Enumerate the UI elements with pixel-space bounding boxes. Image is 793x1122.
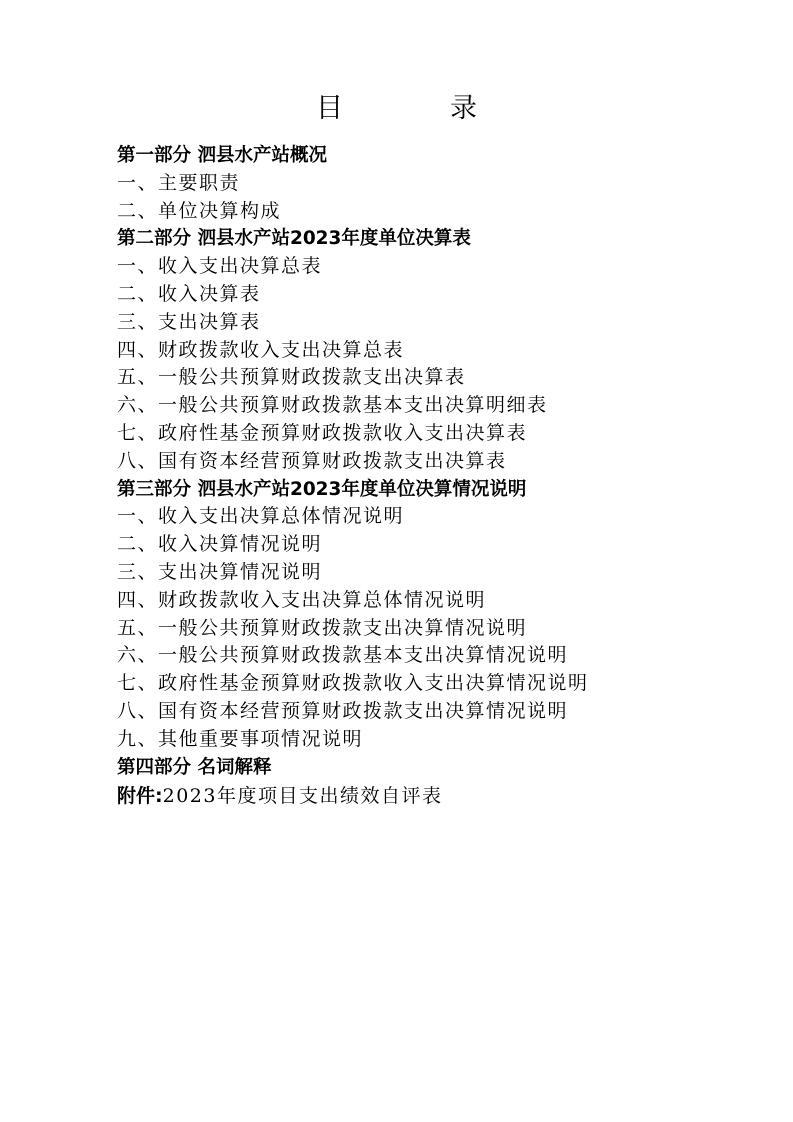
toc-item[interactable]: 一、主要职责	[117, 171, 241, 194]
toc-part-heading[interactable]: 第三部分 泗县水产站2023年度单位决算情况说明	[117, 478, 527, 500]
table-of-contents	[117, 142, 757, 811]
toc-item[interactable]: 七、政府性基金预算财政拨款收入支出决算情况说明	[117, 672, 589, 695]
toc-item[interactable]: 二、收入决算情况说明	[117, 533, 323, 556]
toc-item[interactable]: 五、一般公共预算财政拨款支出决算情况说明	[117, 616, 528, 639]
toc-part-heading[interactable]: 第二部分 泗县水产站2023年度单位决算表	[117, 228, 471, 250]
toc-part-heading[interactable]: 第四部分 名词解释	[117, 756, 272, 778]
toc-item[interactable]: 三、支出决算表	[117, 310, 261, 333]
toc-item[interactable]: 三、支出决算情况说明	[117, 560, 323, 583]
toc-part-heading[interactable]: 第一部分 泗县水产站概况	[117, 145, 327, 166]
attachment-text: 2023年度项目支出绩效自评表	[162, 785, 443, 808]
page-title: 目 录	[316, 93, 517, 124]
toc-item[interactable]: 八、国有资本经营预算财政拨款支出决算情况说明	[117, 699, 569, 722]
toc-item[interactable]: 四、财政拨款收入支出决算总表	[117, 338, 405, 361]
toc-item[interactable]: 二、收入决算表	[117, 282, 261, 305]
toc-item[interactable]: 一、收入支出决算总表	[117, 255, 323, 278]
attachment-line[interactable]	[117, 783, 757, 811]
toc-item[interactable]: 六、一般公共预算财政拨款基本支出决算情况说明	[117, 644, 569, 667]
toc-item[interactable]: 八、国有资本经营预算财政拨款支出决算表	[117, 449, 507, 472]
toc-item[interactable]: 一、收入支出决算总体情况说明	[117, 505, 405, 528]
toc-item[interactable]: 九、其他重要事项情况说明	[117, 727, 364, 750]
toc-item[interactable]: 七、政府性基金预算财政拨款收入支出决算表	[117, 421, 528, 444]
attachment-label: 附件:	[117, 785, 163, 808]
toc-item[interactable]: 五、一般公共预算财政拨款支出决算表	[117, 366, 466, 389]
toc-item[interactable]: 六、一般公共预算财政拨款基本支出决算明细表	[117, 394, 548, 417]
toc-item[interactable]: 四、财政拨款收入支出决算总体情况说明	[117, 588, 487, 611]
toc-item[interactable]: 二、单位决算构成	[117, 199, 282, 222]
